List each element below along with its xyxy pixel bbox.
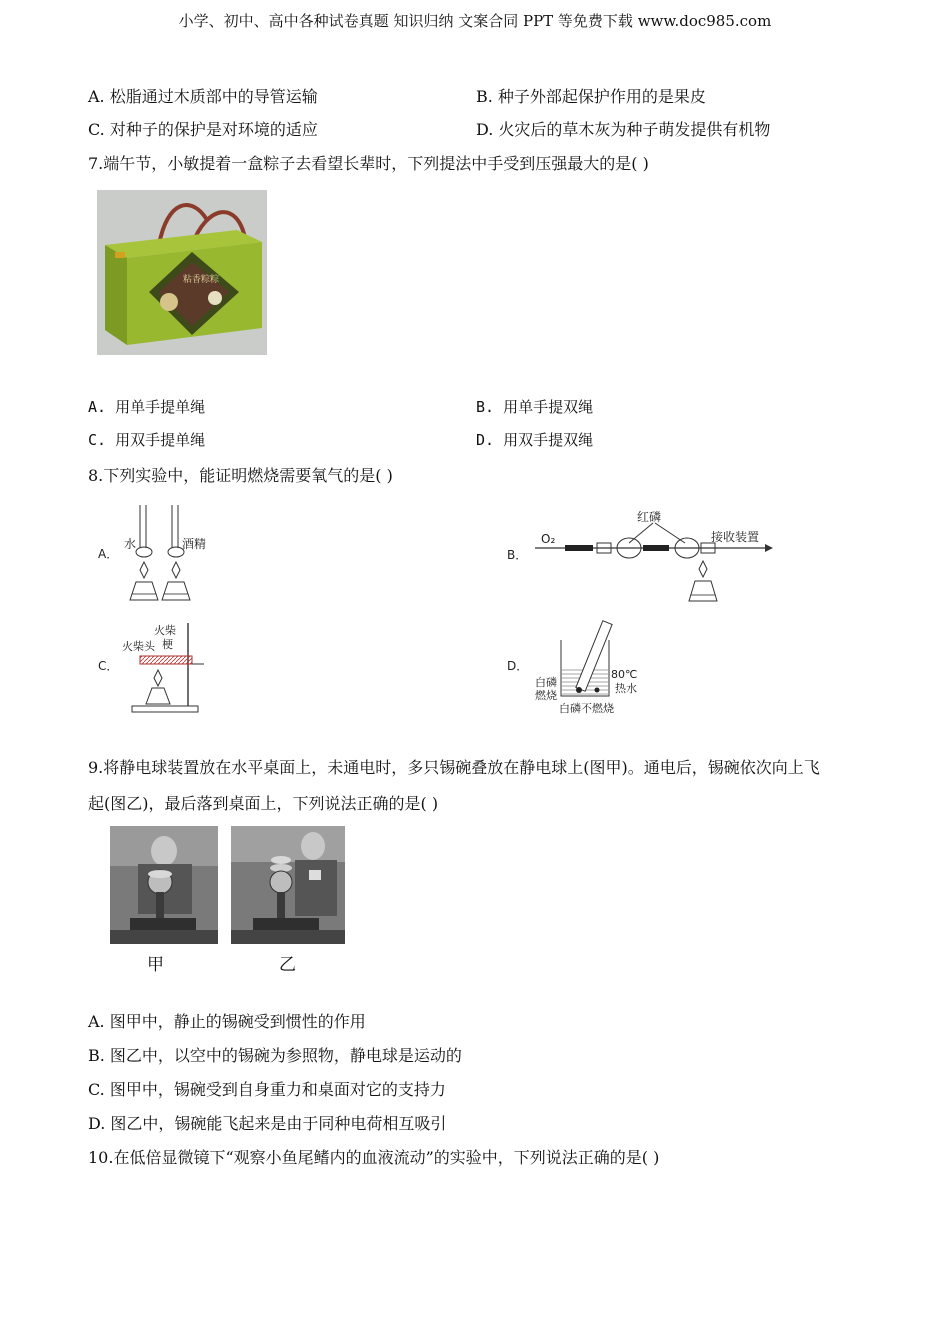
figb-receiver-label: 接收装置 bbox=[711, 530, 760, 544]
q7-option-a: A. 用单手提单绳 bbox=[88, 398, 206, 416]
figa-alcohol-label: 酒精 bbox=[182, 537, 207, 551]
q8-figure-c bbox=[96, 618, 226, 718]
zongzi-gift-box-image bbox=[97, 190, 267, 355]
q6-option-b: B. 种子外部起保护作用的是果皮 bbox=[476, 87, 706, 106]
q8-figure-b bbox=[505, 505, 785, 605]
q10-stem: 10.在低倍显微镜下“观察小鱼尾鳍内的血液流动”的实验中，下列说法正确的是( ) bbox=[88, 1148, 660, 1167]
figc-letter: C． bbox=[98, 659, 119, 673]
figc-stem-label: 梗 bbox=[162, 638, 173, 651]
q7-option-c: C. 用双手提单绳 bbox=[88, 431, 206, 449]
figb-letter: B． bbox=[507, 548, 528, 562]
page-header: 小学、初中、高中各种试卷真题 知识归纳 文案合同 PPT 等免费下载 www.doc985.com bbox=[178, 12, 772, 30]
figc-match-head-label: 火柴头 bbox=[122, 640, 155, 653]
q7-stem: 7.端午节，小敏提着一盒粽子去看望长辈时，下列提法中手受到压强最大的是( ) bbox=[88, 154, 649, 173]
figd-hot-water-label: 热水 bbox=[615, 682, 637, 695]
figd-letter: D． bbox=[507, 659, 529, 673]
q8-figure-d bbox=[505, 612, 665, 722]
figd-not-burning-label: 白磷不燃烧 bbox=[559, 702, 614, 715]
q8-figure-a bbox=[96, 500, 226, 610]
q9-stem-line2: 起(图乙)，最后落到桌面上，下列说法正确的是( ) bbox=[88, 794, 439, 813]
figb-o2-label: O₂ bbox=[541, 532, 556, 546]
figa-letter: A． bbox=[98, 547, 119, 561]
q8-stem: 8.下列实验中，能证明燃烧需要氧气的是( ) bbox=[88, 466, 393, 485]
q6-option-d: D. 火灾后的草木灰为种子萌发提供有机物 bbox=[476, 120, 771, 139]
photo-caption-yi: 乙 bbox=[279, 955, 296, 975]
box-label: 粘香粽粽 bbox=[183, 275, 220, 285]
figb-red-phosphorus-label: 红磷 bbox=[637, 510, 662, 524]
q7-option-b: B. 用单手提双绳 bbox=[476, 398, 594, 416]
q6-option-a: A. 松脂通过木质部中的导管运输 bbox=[88, 87, 318, 106]
q9-option-a: A. 图甲中，静止的锡碗受到惯性的作用 bbox=[88, 1012, 366, 1031]
q9-option-d: D. 图乙中，锡碗能飞起来是由于同种电荷相互吸引 bbox=[88, 1114, 447, 1133]
photo-caption-jia: 甲 bbox=[147, 955, 164, 975]
figa-water-label: 水 bbox=[124, 537, 137, 551]
photo-jia bbox=[110, 826, 218, 944]
figc-matchstick-label: 火柴 bbox=[154, 624, 176, 637]
q7-option-d: D. 用双手提双绳 bbox=[476, 431, 594, 449]
q9-option-b: B. 图乙中，以空中的锡碗为参照物，静电球是运动的 bbox=[88, 1046, 462, 1065]
q6-option-c: C. 对种子的保护是对环境的适应 bbox=[88, 120, 318, 139]
figd-temperature-label: 80℃ bbox=[611, 668, 638, 681]
q9-option-c: C. 图甲中，锡碗受到自身重力和桌面对它的支持力 bbox=[88, 1080, 446, 1099]
q9-stem-line1: 9.将静电球装置放在水平桌面上，未通电时，多只锡碗叠放在静电球上(图甲)。通电后，锡碗依次向上飞 bbox=[88, 758, 820, 777]
figd-white-phosphorus-label: 白磷 bbox=[535, 676, 557, 689]
photo-yi bbox=[231, 826, 345, 944]
figd-burning-label: 燃烧 bbox=[535, 689, 557, 702]
